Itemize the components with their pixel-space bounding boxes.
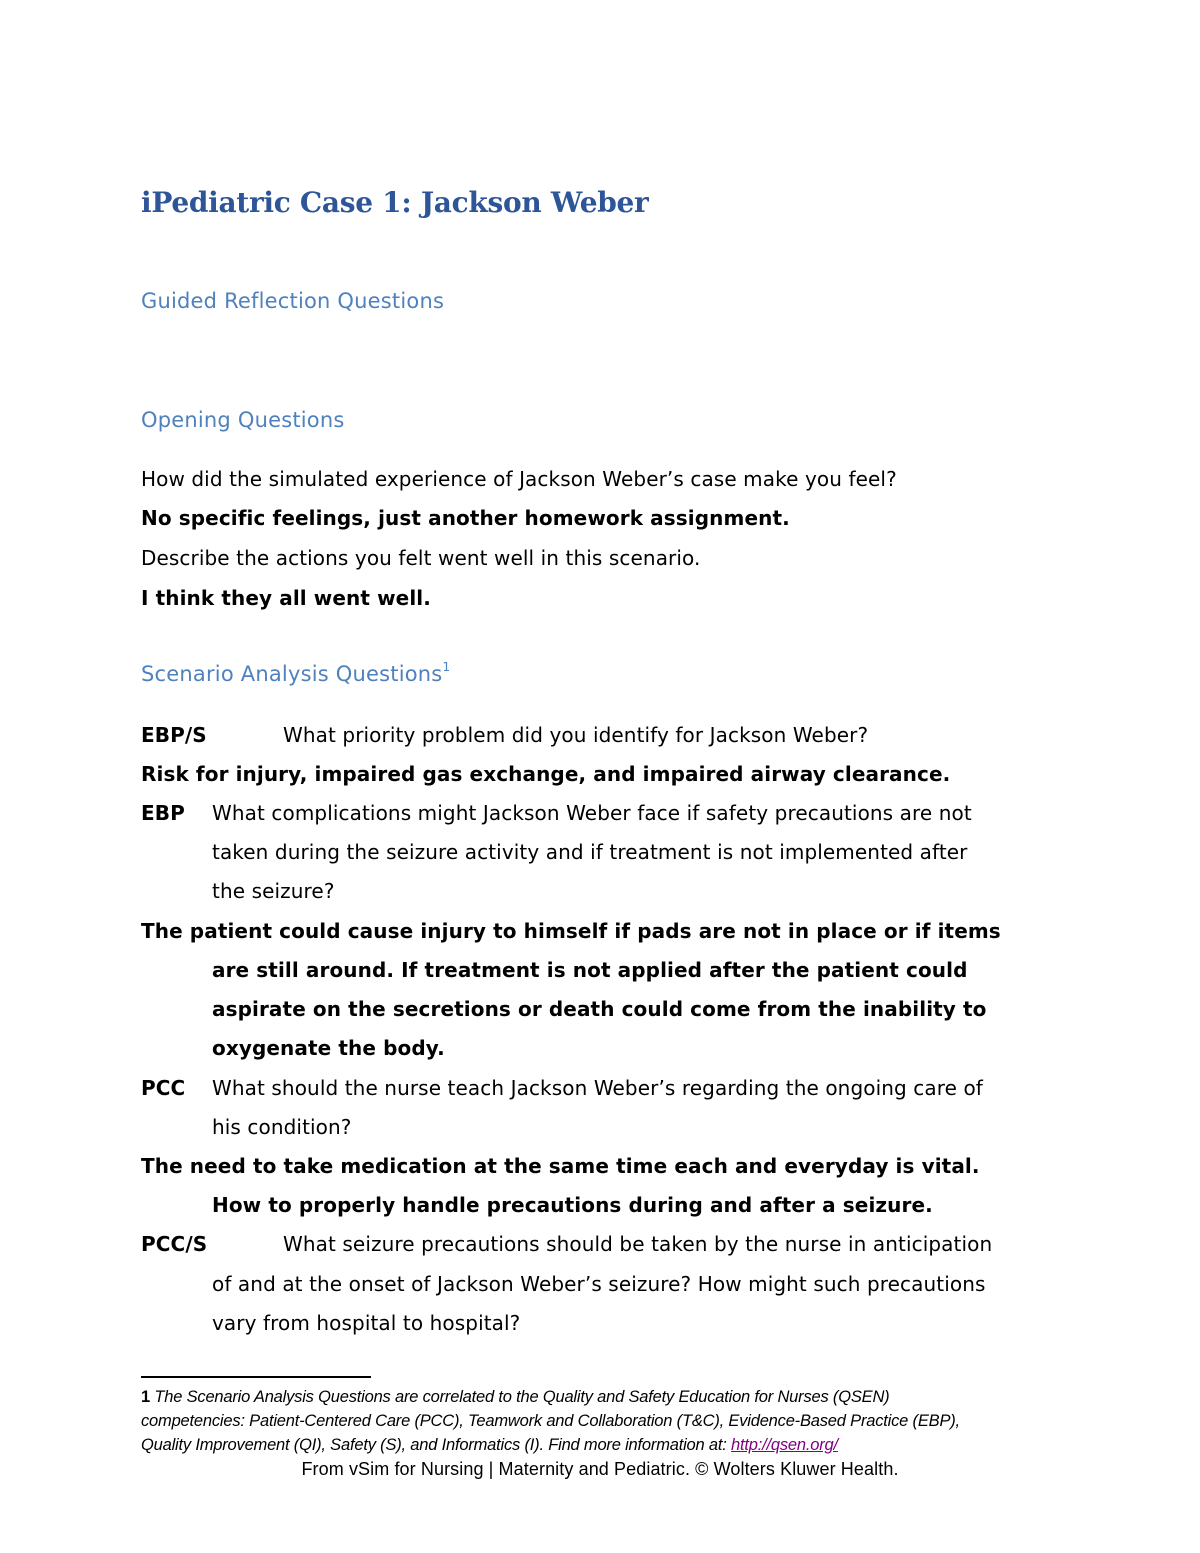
scenario-question-2: [141, 800, 972, 826]
scenario-question-2-line-2: taken during the seizure activity and if treatment is not implemented after: [212, 840, 968, 864]
question-text: What should the nurse teach Jackson Weber’s regarding the ongoing care of: [212, 1076, 983, 1100]
scenario-answer-3-line-2: How to properly handle precautions during and after a seizure.: [212, 1193, 933, 1217]
footnote-line-2: competencies: Patient-Centered Care (PCC), Teamwork and Collaboration (T&C), Evidence-Based Practice (EBP),: [141, 1412, 960, 1430]
scenario-answer-2-line-4: oxygenate the body.: [212, 1036, 445, 1060]
qsen-code: PCC/S: [141, 1232, 208, 1256]
page-footer: From vSim for Nursing | Maternity and Pediatric. © Wolters Kluwer Health.: [301, 1459, 899, 1479]
heading-scenario-analysis: [141, 662, 450, 686]
scenario-question-4: [141, 1231, 992, 1257]
footnote-separator: [141, 1376, 371, 1378]
footnote-line-3: [141, 1434, 838, 1456]
question-text: What complications might Jackson Weber face if safety precautions are not: [212, 801, 972, 825]
page-title: iPediatric Case 1: Jackson Weber: [141, 186, 649, 219]
qsen-code: EBP/S: [141, 723, 207, 747]
heading-scenario-text: Scenario Analysis Questions: [141, 662, 443, 686]
scenario-answer-2-line-2: are still around. If treatment is not applied after the patient could: [212, 958, 968, 982]
scenario-answer-2-line-3: aspirate on the secretions or death could come from the inability to: [212, 997, 987, 1021]
scenario-answer-2: The patient could cause injury to himself if pads are not in place or if items: [141, 919, 1001, 943]
footnote-text: Quality Improvement (QI), Safety (S), and Informatics (I). Find more information at:: [141, 1436, 732, 1454]
scenario-answer-3: The need to take medication at the same time each and everyday is vital.: [141, 1154, 980, 1178]
scenario-answer-1: Risk for injury, impaired gas exchange, and impaired airway clearance.: [141, 762, 951, 786]
qsen-code: EBP: [141, 801, 185, 825]
scenario-question-3: [141, 1075, 983, 1101]
footnote-line-1: [141, 1386, 889, 1408]
scenario-question-2-line-3: the seizure?: [212, 879, 335, 903]
footnote-number: 1: [141, 1388, 150, 1406]
question-text: What seizure precautions should be taken by the nurse in anticipation: [283, 1232, 993, 1256]
opening-question-2: Describe the actions you felt went well in this scenario.: [141, 546, 701, 570]
scenario-question-4-line-3: vary from hospital to hospital?: [212, 1311, 521, 1335]
scenario-question-4-line-2: of and at the onset of Jackson Weber’s seizure? How might such precautions: [212, 1272, 986, 1296]
opening-answer-2: I think they all went well.: [141, 586, 431, 610]
footnote-text: The Scenario Analysis Questions are correlated to the Quality and Safety Education for Nurses (QSEN): [154, 1388, 890, 1406]
scenario-question-1: [141, 722, 868, 748]
qsen-code: PCC: [141, 1076, 186, 1100]
opening-answer-1: No specific feelings, just another homework assignment.: [141, 506, 790, 530]
heading-guided-reflection: Guided Reflection Questions: [141, 289, 445, 313]
opening-question-1: How did the simulated experience of Jackson Weber’s case make you feel?: [141, 467, 897, 491]
scenario-question-3-line-2: his condition?: [212, 1115, 352, 1139]
qsen-link[interactable]: http://qsen.org/: [731, 1436, 838, 1454]
question-text: What priority problem did you identify for Jackson Weber?: [283, 723, 869, 747]
footnote-ref: 1: [442, 660, 451, 674]
heading-opening-questions: Opening Questions: [141, 408, 345, 432]
